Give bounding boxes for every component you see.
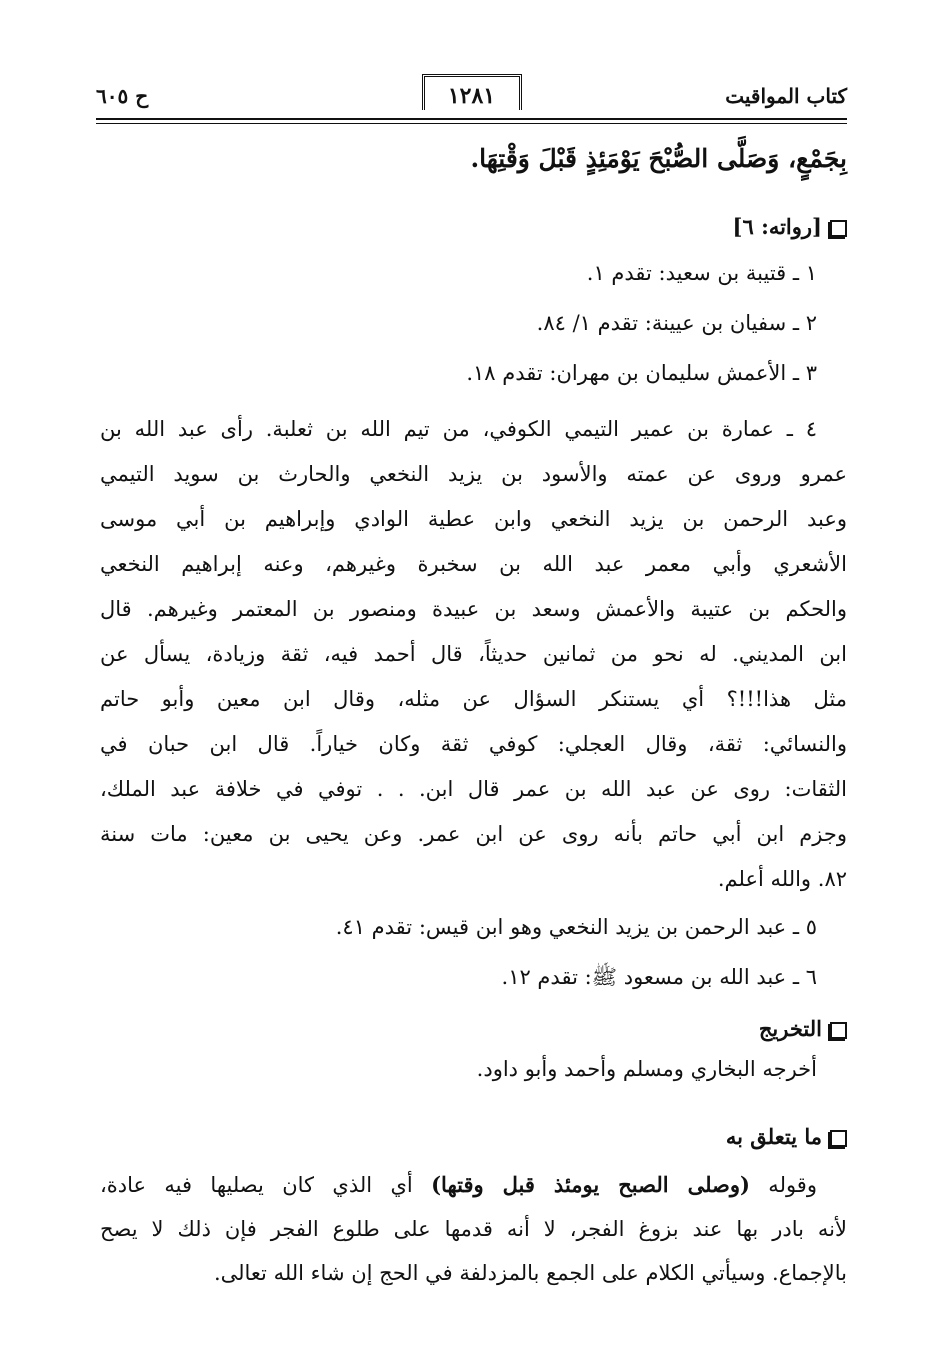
narrator-line: ١ ـ قتيبة بن سعيد: تقدم ١. xyxy=(586,261,817,285)
takhrij-text: أخرجه البخاري ومسلم وأحمد وأبو داود. xyxy=(476,1057,817,1081)
narrator-line: ابن المديني. له نحو من ثمانين حديثاً، قال أحمد فيه، ثقة وزيادة، يسأل عن xyxy=(100,642,847,666)
quoted-phrase: (وصلى الصبح يومئذ قبل وقتها) xyxy=(431,1172,750,1197)
narrators-heading xyxy=(100,210,847,244)
takhrij-title: التخريج xyxy=(758,1016,822,1041)
narrator-line: ٢ ـ سفيان بن عيينة: تقدم ١/ ٨٤. xyxy=(536,311,817,335)
narrator-line: الأشعري وأبي معمر عبد الله بن سخبرة وغيرهم، وعنه إبراهيم النخعي xyxy=(100,552,847,576)
narrator-line: ٨٢. والله أعلم. xyxy=(717,867,847,891)
square-bullet-icon xyxy=(830,1130,847,1147)
hadith-reference: ح ٦٠٥ xyxy=(96,84,149,108)
related-title: ما يتعلق به xyxy=(725,1124,822,1149)
related-line: بالإجماع. وسيأتي الكلام على الجمع بالمزدلفة في الحج إن شاء الله تعالى. xyxy=(213,1261,847,1285)
header-rule-thin xyxy=(96,123,847,124)
related-line xyxy=(100,1168,817,1202)
hadith-text: بِجَمْعٍ، وَصَلَّى الصُّبْحَ يَوْمَئِذٍ قَبْلَ وَقْتِهَا. xyxy=(470,144,847,173)
narrator-line: وجزم ابن أبي حاتم بأنه روى عن ابن عمر. وعن يحيى بن معين: مات سنة xyxy=(100,822,847,846)
narrator-line: الثقات: روى عن عبد الله بن عمر قال ابن. . . توفي في خلافة عبد الملك، xyxy=(100,777,847,801)
related-text: أي الذي كان يصليها فيه عادة، xyxy=(100,1173,432,1197)
header-rule xyxy=(96,118,847,120)
narrator-line: والحكم بن عتيبة والأعمش وسعد بن عبيدة ومنصور بن المعتمر وغيرهم. قال xyxy=(100,597,847,621)
page-header xyxy=(96,74,847,118)
narrator-line: وعبد الرحمن بن يزيد النخعي وابن عطية الوادي وإبراهيم بن أبي موسى xyxy=(100,507,847,531)
narrator-line: عمرو وروى عن عمته والأسود بن يزيد النخعي والحارث بن سويد التيمي xyxy=(100,462,847,486)
narrators-title: [رواته: ٦] xyxy=(732,214,822,239)
narrator-line: ٥ ـ عبد الرحمن بن يزيد النخعي وهو ابن قيس: تقدم ٤١. xyxy=(335,915,817,939)
narrator-line: والنسائي: ثقة، وقال العجلي: كوفي ثقة وكان خياراً. قال ابن حبان في xyxy=(100,732,847,756)
narrator-line: ٤ ـ عمارة بن عمير التيمي الكوفي، من تيم الله بن ثعلبة. رأى عبد الله بن xyxy=(100,417,817,441)
narrator-line: مثل هذا!!!؟ أي يستنكر السؤال عن مثله، وقال ابن معين وأبو حاتم xyxy=(100,687,847,711)
related-heading xyxy=(100,1120,847,1154)
page-number: ١٢٨١ xyxy=(422,74,522,110)
related-text: وقوله xyxy=(749,1173,817,1197)
square-bullet-icon xyxy=(830,220,847,237)
square-bullet-icon xyxy=(830,1022,847,1039)
book-title: كتاب المواقيت xyxy=(725,84,847,108)
narrator-line: ٣ ـ الأعمش سليمان بن مهران: تقدم ١٨. xyxy=(466,361,817,385)
takhrij-heading xyxy=(100,1012,847,1046)
related-line: لأنه بادر بها عند بزوغ الفجر، لا أنه قدمها على طلوع الفجر فإن ذلك لا يصح xyxy=(100,1217,847,1241)
narrator-line: ٦ ـ عبد الله بن مسعود ﷺ: تقدم ١٢. xyxy=(501,965,817,989)
